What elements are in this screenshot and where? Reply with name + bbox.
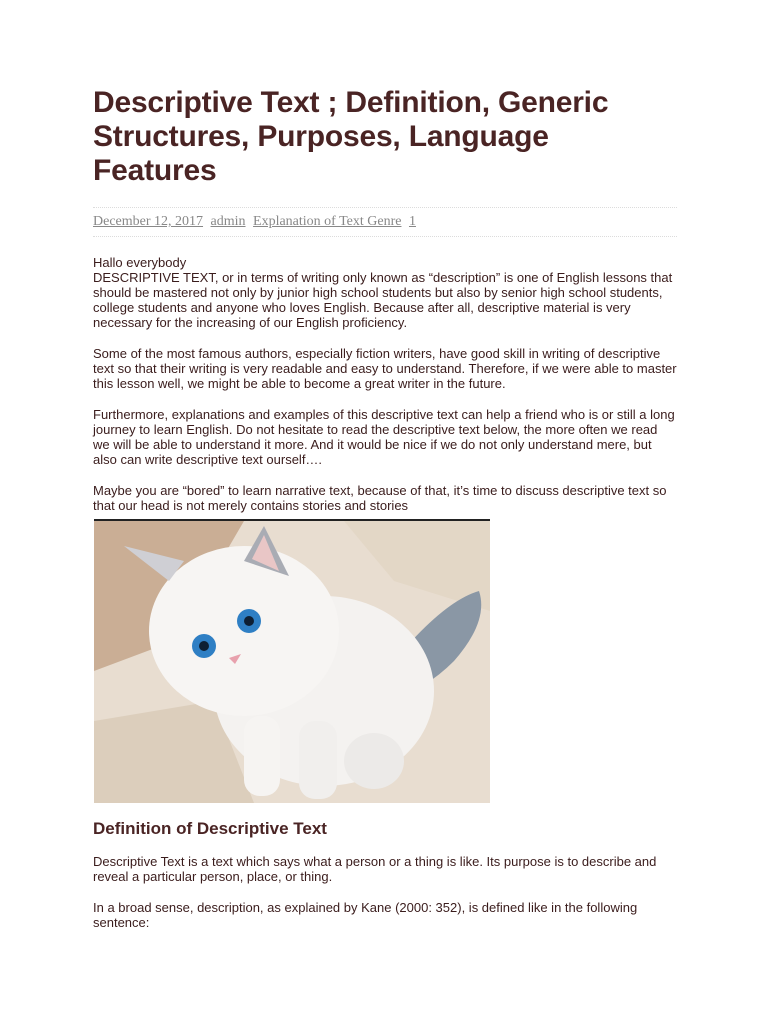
kitten-image: [94, 519, 490, 803]
paragraph-explanations: Furthermore, explanations and examples of this descriptive text can help a friend who is or still a long journey to learn English. Do not hesitate to read the descriptive text below, the more often we read we will be able to understand it more. And it would be nice if we do not only understand mere, but also can write descriptive text ourself….: [93, 407, 675, 467]
kitten-illustration: [94, 521, 490, 803]
paragraph-authors: Some of the most famous authors, especially fiction writers, have good skill in writing of descriptive text so that their writing is very readable and easy to understand. Therefore, if we were able to master this lesson well, we might be able to become a great writer in the future.: [93, 346, 677, 391]
article-body: [93, 255, 677, 930]
section-heading-definition: Definition of Descriptive Text: [93, 819, 327, 838]
paragraph-intro: DESCRIPTIVE TEXT, or in terms of writing only known as “description” is one of English lessons that should be mastered not only by junior high school students but also by senior high school students, college students and anyone who loves English. Because after all, descriptive material is very necessary for the increasing of our English proficiency.: [93, 270, 673, 330]
greeting-text: Hallo everybody: [93, 255, 187, 270]
paragraph-narrative: Maybe you are “bored” to learn narrative text, because of that, it’s time to discuss descriptive text so that our head is not merely contains stories and stories: [93, 483, 667, 513]
article-meta: [93, 207, 677, 237]
post-date-link[interactable]: December 12, 2017: [93, 214, 204, 229]
paragraph-definition: Descriptive Text is a text which says what a person or a thing is like. Its purpose is to describe and reveal a particular person, place, or thing.: [93, 854, 657, 884]
comments-count-link[interactable]: 1: [408, 214, 416, 229]
category-link[interactable]: Explanation of Text Genre: [253, 214, 402, 229]
article: [93, 86, 677, 946]
article-title: Descriptive Text ; Definition, Generic Structures, Purposes, Language Features: [93, 86, 609, 187]
author-link[interactable]: admin: [210, 214, 246, 229]
paragraph-kane: In a broad sense, description, as explained by Kane (2000: 352), is defined like in the following sentence:: [93, 900, 638, 930]
